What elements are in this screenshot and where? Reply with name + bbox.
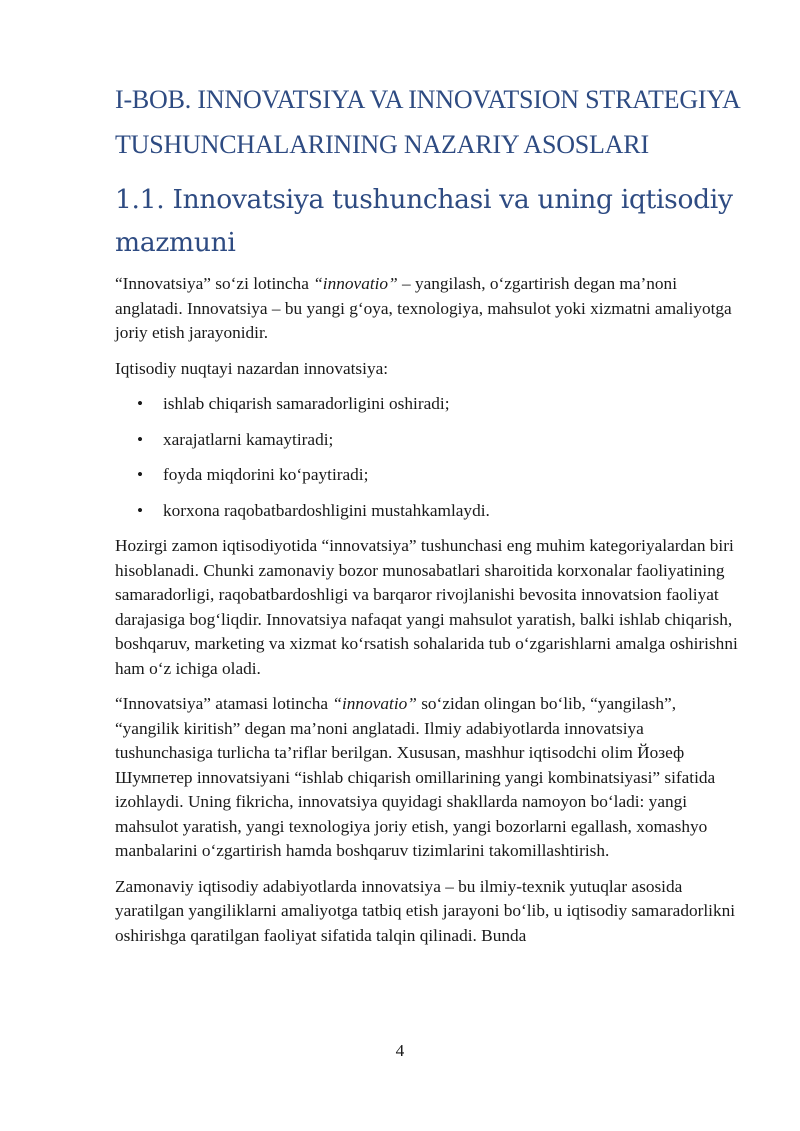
bullet-icon: • xyxy=(137,394,144,413)
paragraph-1: “Innovatsiya” so‘zi lotincha “innovatio” – yangilash, o‘zgartirish degan ma’noni anglatadi. Innovatsiya – bu yangi g‘oya, texnologiya, mahsulot yoki xizmatni amaliyotga joriy etish jarayonidir. xyxy=(115,274,732,342)
list-item: • korxona raqobatbardoshligini mustahkamlaydi. xyxy=(115,499,740,524)
bullet-icon: • xyxy=(137,500,144,520)
list-item: • foyda miqdorini ko‘paytiradi; xyxy=(115,463,740,488)
section-title: 1.1. Innovatsiya tushunchasi va uning iqtisodiy mazmuni xyxy=(115,184,733,258)
bullet-icon: • xyxy=(137,429,144,449)
paragraph-4: “Innovatsiya” atamasi lotincha “innovatio” so‘zidan olingan bo‘lib, “yangilash”, “yangilik kiritish” degan ma’noni anglatadi. Ilmiy adabiyotlarda innovatsiya tushunchasiga turlicha ta’riflar berilgan. Xususan, mashhur iqtisodchi olim Йозеф Шумпетер innovatsiyani “ishlab chiqarish omillarining yangi kombinatsiyasi” sifatida izohlaydi. Uning fikricha, innovatsiya quyidagi shakllarda namoyon bo‘ladi: yangi mahsulot yaratish, yangi texnologiya joriy etish, yangi bozorlarni egallash, xomashyo manbalarini o‘zgartirish hamda boshqaruv tizimlarini takomillashtirish. xyxy=(115,694,716,860)
bullet-icon: • xyxy=(137,465,144,484)
paragraph-2: Iqtisodiy nuqtayi nazardan innovatsiya: xyxy=(115,358,389,378)
page-number: 4 xyxy=(395,1041,405,1060)
list-item: • xarajatlarni kamaytiradi; xyxy=(115,428,740,453)
list-item: • ishlab chiqarish samaradorligini oshiradi; xyxy=(115,392,740,417)
bullet-list xyxy=(115,392,740,523)
paragraph-5: Zamonaviy iqtisodiy adabiyotlarda innovatsiya – bu ilmiy-texnik yutuqlar asosida yaratilgan yangiliklarni amaliyotga tatbiq etish jarayoni bo‘lib, u iqtisodiy samaradorlikni oshirishga qaratilgan faoliyat sifatida talqin qilinadi. Bunda xyxy=(115,876,736,945)
paragraph-3: Hozirgi zamon iqtisodiyotida “innovatsiya” tushunchasi eng muhim kategoriyalardan biri hisoblanadi. Chunki zamonaviy bozor munosabatlari sharoitida korxonalar faoliyatining samaradorligi, raqobatbardoshligi va barqaror rivojlanishi bevosita innovatsion faoliyat darajasiga bog‘liqdir. Innovatsiya nafaqat yangi mahsulot yaratish, balki ishlab chiqarish, boshqaruv, marketing va xizmat ko‘rsatish sohalarida tub o‘zgarishlarni amalga oshirishni ham o‘z ichiga oladi. xyxy=(115,536,738,678)
document-page xyxy=(115,78,740,959)
chapter-title: I-BOB. INNOVATSIYA VA INNOVATSION STRATEGIYA TUSHUNCHALARINING NAZARIY ASOSLARI xyxy=(115,85,740,159)
